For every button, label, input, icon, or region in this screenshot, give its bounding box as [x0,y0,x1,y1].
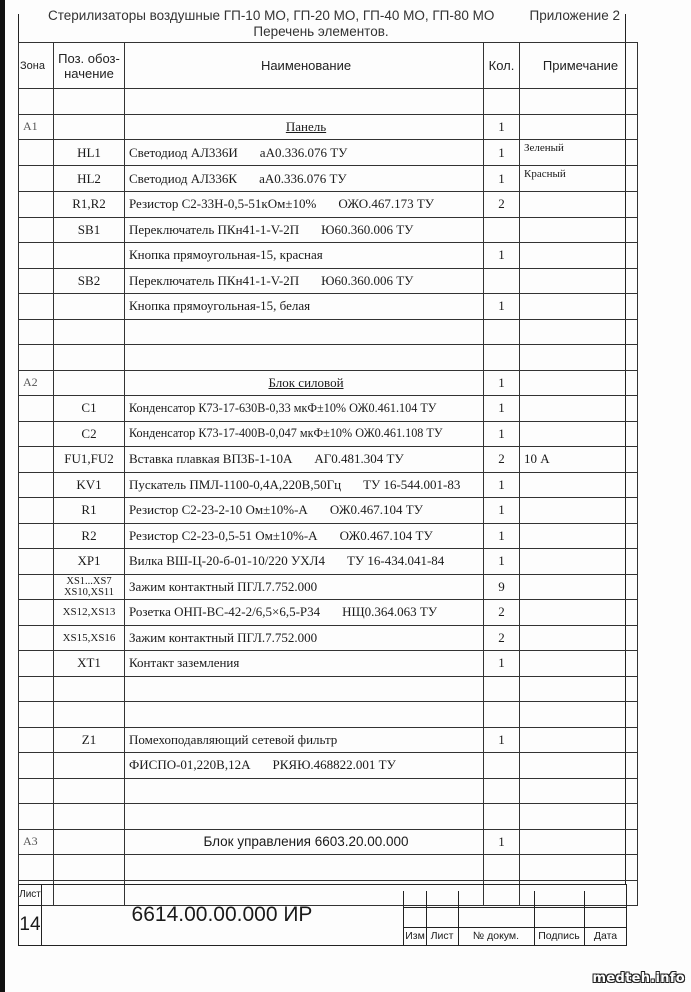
cell-note [520,523,638,549]
item-name: Зажим контактный ПГЛ.7.752.000 [129,578,318,594]
cell-name [125,89,484,115]
cell-note [520,345,638,371]
cell-note [520,89,638,115]
item-name: Светодиод АЛ336К [129,170,238,186]
cell-position [54,370,125,396]
cell-zone [19,345,54,371]
table-row [19,447,638,473]
cell-position [54,753,125,779]
item-name: Панель [285,118,327,134]
table-row [19,140,638,166]
item-name: Зажим контактный ПГЛ.7.752.000 [129,629,318,645]
cell-position: R1 [54,498,125,524]
cell-name [125,396,484,422]
cell-quantity: 1 [484,651,520,677]
cell-note [520,472,638,498]
cell-zone [19,753,54,779]
cell-quantity [484,804,520,830]
table-row [19,370,638,396]
item-name: Резистор С2-33Н-0,5-51кОм±10% [129,196,317,212]
cell-note [520,421,638,447]
document-subtitle: Перечень элементов. [253,24,389,39]
cell-zone [19,855,54,881]
cell-note [520,370,638,396]
table-body [19,89,638,906]
label-sheet: Лист [430,930,454,942]
table-row [19,778,638,804]
cell-position: R2 [54,523,125,549]
cell-name [125,140,484,166]
label-date: Дата [593,930,618,942]
cell-quantity: 1 [484,370,520,396]
cell-zone [19,89,54,115]
table-row [19,166,638,192]
watermark: medteh.info [592,971,685,986]
cell-position: HL2 [54,166,125,192]
cell-note [520,268,638,294]
table-row [19,651,638,677]
cell-name [125,600,484,626]
cell-quantity: 1 [484,166,520,192]
cell-zone [19,472,54,498]
cell-note [520,600,638,626]
cell-quantity: 1 [484,472,520,498]
table-row [19,421,638,447]
cell-quantity [484,217,520,243]
cell-name [125,294,484,320]
cell-position: C1 [54,396,125,422]
title-block [18,884,627,946]
cell-name [125,549,484,575]
cell-note: Зеленый [520,140,638,166]
cell-zone [19,268,54,294]
sheet-number: 14 [19,905,42,945]
item-name: ФИСПО-01,220В,12А [129,757,251,773]
cell-position [54,294,125,320]
cell-position: R1,R2 [54,192,125,218]
cell-zone: А2 [19,370,54,396]
cell-position: SB1 [54,217,125,243]
cell-zone [19,778,54,804]
cell-note [520,549,638,575]
cell-name [125,217,484,243]
cell-zone [19,574,54,600]
item-spec-code: ОЖ0.467.104 ТУ [329,502,423,518]
item-spec-code: Ю60.360.006 ТУ [321,272,414,288]
cell-name [125,855,484,881]
cell-quantity [484,319,520,345]
cell-quantity [484,345,520,371]
cell-note [520,574,638,600]
cell-quantity: 2 [484,447,520,473]
cell-name [125,114,484,140]
cell-zone [19,523,54,549]
cell-name [125,319,484,345]
cell-name [125,702,484,728]
cell-zone: А3 [19,829,54,855]
cell-quantity: 1 [484,829,520,855]
cell-zone [19,294,54,320]
table-header-row [19,43,638,89]
document-title: Стерилизаторы воздушные ГП-10 МО, ГП-20 МО, ГП-40 МО, ГП-80 МО [48,8,495,23]
cell-name [125,370,484,396]
cell-position: XS15,XS16 [54,625,125,651]
table-row [19,472,638,498]
item-name: Вилка ВШ-Ц-20-б-01-10/220 УХЛ4 [129,553,325,569]
cell-name [125,345,484,371]
item-name: Кнопка прямоугольная-15, красная [129,247,323,263]
cell-quantity: 2 [484,625,520,651]
cell-note [520,114,638,140]
item-spec-code: ТУ 16-434.041-84 [346,553,445,569]
cell-position: XS1...XS7 XS10,XS11 [54,574,125,600]
table-row [19,114,638,140]
cell-zone [19,676,54,702]
cell-quantity [484,89,520,115]
cell-quantity: 2 [484,600,520,626]
scan-edge [0,0,5,992]
table-row [19,829,638,855]
cell-quantity [484,855,520,881]
item-name: Светодиод АЛ336И [129,144,238,160]
cell-name [125,472,484,498]
item-spec-code: аА0.336.076 ТУ [259,170,347,186]
cell-note [520,294,638,320]
item-spec-code: РКЯЮ.468822.001 ТУ [272,757,396,773]
item-name: Вставка плавкая ВП3Б-1-10А [129,451,293,467]
column-header-position: Поз. обоз- начение [54,43,125,89]
cell-position [54,804,125,830]
elements-list-table [18,42,638,906]
column-header-note: Примечание [520,43,638,89]
cell-name [125,676,484,702]
table-row [19,676,638,702]
grid-col-signature [534,891,585,945]
item-spec-code: ОЖО.467.173 ТУ [338,196,434,212]
cell-name [125,727,484,753]
cell-note [520,396,638,422]
item-spec-code: АГ0.481.304 ТУ [314,451,404,467]
item-spec-code: Ю60.360.006 ТУ [321,221,414,237]
cell-position: Z1 [54,727,125,753]
cell-position [54,829,125,855]
table-row [19,217,638,243]
cell-quantity: 1 [484,294,520,320]
revision-grid [403,891,627,945]
cell-note: 10 А [520,447,638,473]
cell-position [54,676,125,702]
table-row [19,549,638,575]
cell-position [54,319,125,345]
cell-quantity: 2 [484,192,520,218]
cell-quantity [484,753,520,779]
cell-note [520,498,638,524]
table-row [19,804,638,830]
cell-quantity [484,778,520,804]
item-name: Конденсатор К73-17-630В-0,33 мкФ±10% ОЖ0.461.104 ТУ [129,400,437,415]
table-row [19,319,638,345]
cell-name [125,804,484,830]
cell-name [125,651,484,677]
cell-zone [19,319,54,345]
cell-position [54,855,125,881]
column-header-name: Наименование [125,43,484,89]
cell-quantity: 1 [484,727,520,753]
item-name: Помехоподавляющий сетевой фильтр [129,731,338,747]
table-row [19,192,638,218]
cell-position: C2 [54,421,125,447]
cell-position: FU1,FU2 [54,447,125,473]
cell-position: SB2 [54,268,125,294]
cell-position: HL1 [54,140,125,166]
cell-note [520,855,638,881]
item-name: Розетка ОНП-ВС-42-2/6,5×6,5-Р34 [129,604,321,620]
cell-name [125,447,484,473]
grid-col-change [404,891,427,945]
table-row [19,727,638,753]
item-spec-code: ОЖ0.467.104 ТУ [339,527,433,543]
cell-zone [19,727,54,753]
cell-quantity: 1 [484,114,520,140]
cell-position: KV1 [54,472,125,498]
cell-zone [19,421,54,447]
cell-note [520,753,638,779]
document-number: 6614.00.00.000 ИР [131,903,313,926]
label-doc-number: № докум. [472,930,520,942]
cell-zone [19,166,54,192]
cell-zone [19,804,54,830]
table-row [19,855,638,881]
item-name: Пускатель ПМЛ-1100-0,4А,220В,50Гц [129,476,342,492]
cell-zone [19,600,54,626]
table-row [19,600,638,626]
cell-quantity: 1 [484,498,520,524]
item-name: Переключатель ПКн41-1-V-2П [129,221,300,237]
cell-position [54,114,125,140]
cell-note [520,804,638,830]
cell-name [125,778,484,804]
cell-note [520,676,638,702]
table-row [19,345,638,371]
table-row [19,243,638,269]
cell-note [520,651,638,677]
item-spec-code: ТУ 16-544.001-83 [363,476,461,492]
item-name: Кнопка прямоугольная-15, белая [129,298,311,314]
cell-zone [19,549,54,575]
cell-zone: А1 [19,114,54,140]
table-row [19,625,638,651]
cell-quantity: 1 [484,140,520,166]
cell-note [520,192,638,218]
label-change: Изм [405,930,425,942]
grid-col-date [584,891,627,945]
item-spec-code: НЩ0.364.063 ТУ [342,604,438,620]
cell-quantity: 1 [484,549,520,575]
cell-note [520,217,638,243]
column-header-zone: Зона [19,43,54,89]
cell-position [54,243,125,269]
cell-position: XS12,XS13 [54,600,125,626]
cell-note [520,319,638,345]
table-row [19,294,638,320]
cell-position: XP1 [54,549,125,575]
cell-quantity [484,702,520,728]
cell-name [125,268,484,294]
column-header-quantity: Кол. [484,43,520,89]
cell-name [125,625,484,651]
cell-position [54,778,125,804]
item-name: Резистор С2-23-2-10 Ом±10%-А [129,502,308,518]
cell-zone [19,217,54,243]
cell-name [125,166,484,192]
cell-zone [19,447,54,473]
cell-zone [19,396,54,422]
cell-position [54,89,125,115]
label-signature: Подпись [538,930,580,942]
cell-note [520,727,638,753]
cell-position: XT1 [54,651,125,677]
item-name: Контакт заземления [129,655,240,671]
grid-col-sheet [426,891,459,945]
grid-col-doc-number [458,891,535,945]
cell-name [125,829,484,855]
cell-zone [19,498,54,524]
table-row [19,89,638,115]
cell-quantity: 1 [484,523,520,549]
table-row [19,753,638,779]
cell-name [125,523,484,549]
cell-zone [19,243,54,269]
table-row [19,523,638,549]
cell-note [520,625,638,651]
cell-position [54,345,125,371]
cell-quantity: 1 [484,243,520,269]
cell-name [125,192,484,218]
cell-note [520,702,638,728]
cell-position [54,702,125,728]
item-name: Блок силовой [268,374,344,390]
cell-note [520,829,638,855]
table-row [19,396,638,422]
cell-zone [19,140,54,166]
table-row [19,574,638,600]
cell-zone [19,702,54,728]
item-name: Резистор С2-23-0,5-51 Ом±10%-А [129,527,318,543]
table-row [19,498,638,524]
cell-quantity: 1 [484,421,520,447]
cell-quantity: 9 [484,574,520,600]
appendix-label: Приложение 2 [529,8,620,23]
cell-quantity: 1 [484,396,520,422]
item-spec-code: аА0.336.076 ТУ [259,144,348,160]
item-name: Блок управления 6603.20.00.000 [203,834,409,850]
cell-note [520,243,638,269]
item-name: Переключатель ПКн41-1-V-2П [129,272,300,288]
sheet-label: Лист [19,885,42,906]
cell-name [125,498,484,524]
item-name: Конденсатор К73-17-400В-0,047 мкФ±10% ОЖ0.461.108 ТУ [129,426,443,441]
cell-note: Красный [520,166,638,192]
cell-zone [19,192,54,218]
cell-quantity [484,676,520,702]
cell-zone [19,651,54,677]
cell-name [125,243,484,269]
cell-zone [19,625,54,651]
cell-name [125,421,484,447]
cell-name [125,753,484,779]
table-row [19,702,638,728]
cell-note [520,778,638,804]
cell-name [125,574,484,600]
cell-quantity [484,268,520,294]
table-row [19,268,638,294]
